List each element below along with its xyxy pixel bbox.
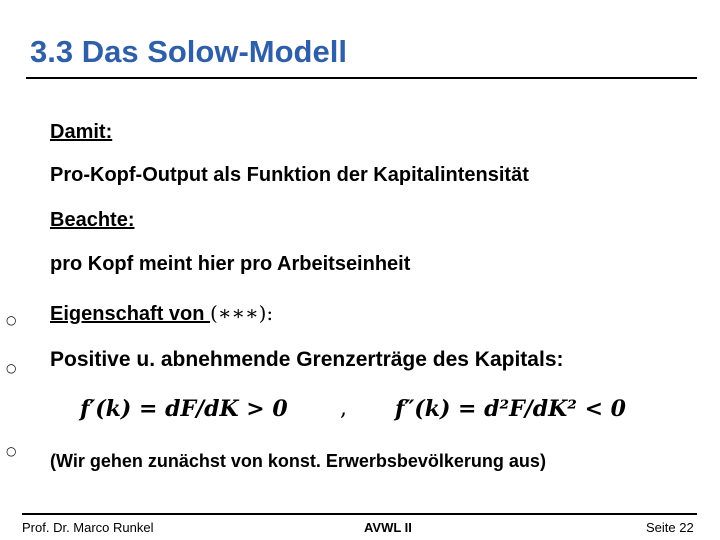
eigenschaft-line (50, 301, 273, 326)
bullet-icon: ○ (6, 444, 17, 458)
bullet-icon: ○ (6, 313, 17, 327)
beachte-text: pro Kopf meint hier pro Arbeitseinheit (50, 253, 411, 275)
footer-author: Prof. Dr. Marco Runkel (22, 520, 154, 535)
note-text: (Wir gehen zunächst von konst. Erwerbsbevölkerung aus) (50, 451, 546, 471)
footer-page-number: Seite 22 (646, 520, 694, 535)
formula-separator: , (340, 396, 347, 421)
footer-course: AVWL II (364, 520, 412, 535)
eigenschaft-colon: : (266, 301, 274, 325)
beachte-label: Beachte: (50, 209, 135, 231)
positive-text: Positive u. abnehmende Grenzerträge des Kapitals: (50, 348, 564, 371)
title-divider (26, 77, 697, 79)
eigenschaft-ref: (∗∗∗) (210, 301, 267, 325)
slide-title: 3.3 Das Solow-Modell (30, 34, 347, 69)
formula-first-derivative: f′(k) = dF/dK > 0 (80, 396, 288, 422)
footer-divider (22, 513, 697, 515)
eigenschaft-label: Eigenschaft von (50, 303, 211, 325)
formula-second-derivative: f″(k) = d²F/dK² < 0 (395, 396, 626, 422)
damit-label: Damit: (50, 121, 113, 143)
damit-text: Pro-Kopf-Output als Funktion der Kapitalintensität (50, 164, 529, 186)
bullet-icon: ○ (6, 361, 17, 375)
